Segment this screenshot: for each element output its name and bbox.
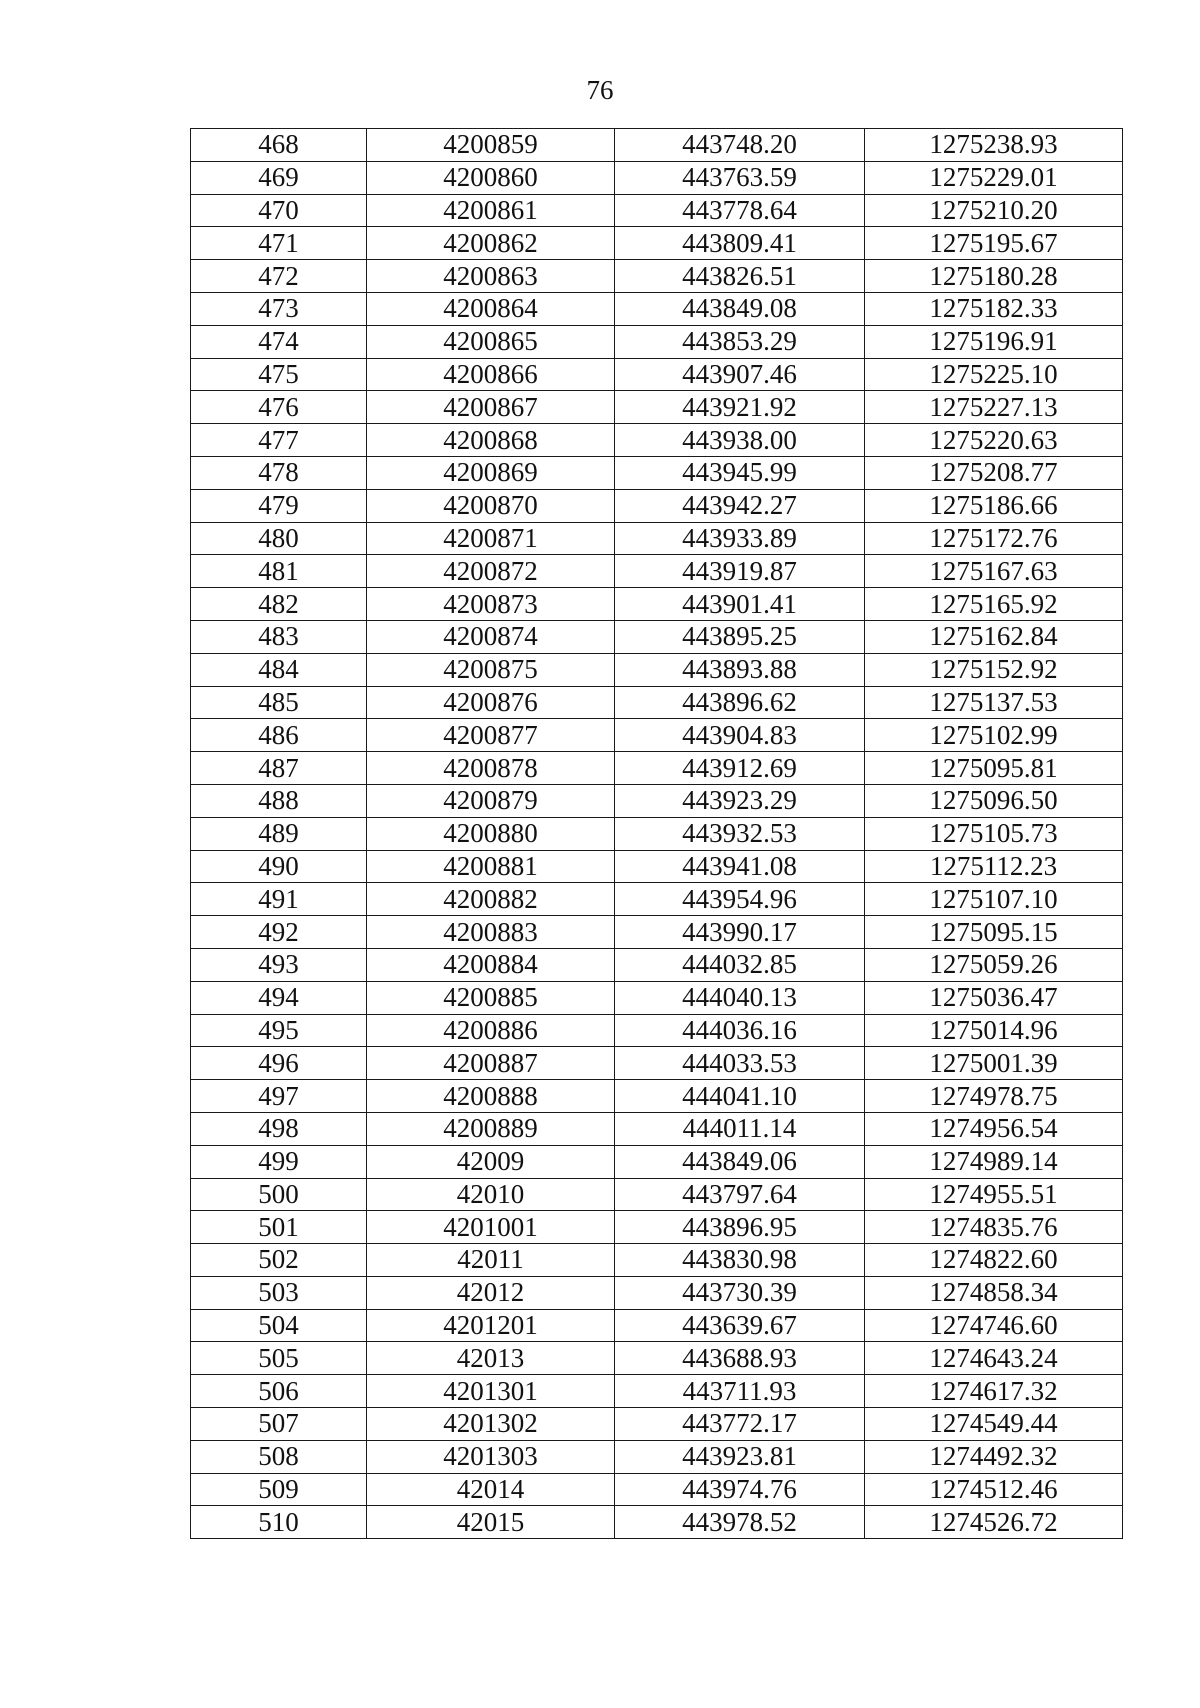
point-id-cell: 4201301: [367, 1375, 615, 1408]
table-row: [191, 588, 1123, 621]
table-row: [191, 620, 1123, 653]
y-coordinate-cell: 1275165.92: [865, 588, 1123, 621]
table-row: [191, 981, 1123, 1014]
table-row: [191, 1408, 1123, 1441]
x-coordinate-cell: 443921.92: [615, 391, 865, 424]
point-id-cell: 42015: [367, 1506, 615, 1539]
y-coordinate-cell: 1275238.93: [865, 129, 1123, 162]
point-id-cell: 42011: [367, 1244, 615, 1277]
table-row: [191, 1309, 1123, 1342]
y-coordinate-cell: 1274955.51: [865, 1178, 1123, 1211]
point-id-cell: 4200859: [367, 129, 615, 162]
table-row: [191, 1440, 1123, 1473]
point-id-cell: 4200870: [367, 489, 615, 522]
coordinates-table: [190, 128, 1123, 1539]
point-id-cell: 42010: [367, 1178, 615, 1211]
point-number-cell: 483: [191, 620, 367, 653]
y-coordinate-cell: 1275229.01: [865, 161, 1123, 194]
page-number: 76: [586, 75, 614, 105]
table-row: [191, 1244, 1123, 1277]
x-coordinate-cell: 443826.51: [615, 260, 865, 293]
y-coordinate-cell: 1275059.26: [865, 948, 1123, 981]
point-id-cell: 4200877: [367, 719, 615, 752]
table-row: [191, 292, 1123, 325]
y-coordinate-cell: 1275102.99: [865, 719, 1123, 752]
point-id-cell: 4200881: [367, 850, 615, 883]
point-id-cell: 4200872: [367, 555, 615, 588]
x-coordinate-cell: 443809.41: [615, 227, 865, 260]
point-number-cell: 490: [191, 850, 367, 883]
point-id-cell: 4200867: [367, 391, 615, 424]
point-number-cell: 498: [191, 1112, 367, 1145]
point-id-cell: 4200864: [367, 292, 615, 325]
table-row: [191, 1047, 1123, 1080]
point-id-cell: 4200884: [367, 948, 615, 981]
table-row: [191, 719, 1123, 752]
table-row: [191, 1080, 1123, 1113]
table-row: [191, 555, 1123, 588]
x-coordinate-cell: 444036.16: [615, 1014, 865, 1047]
point-id-cell: 4200882: [367, 883, 615, 916]
point-id-cell: 4200878: [367, 752, 615, 785]
x-coordinate-cell: 443895.25: [615, 620, 865, 653]
y-coordinate-cell: 1275095.15: [865, 916, 1123, 949]
y-coordinate-cell: 1275001.39: [865, 1047, 1123, 1080]
x-coordinate-cell: 443978.52: [615, 1506, 865, 1539]
y-coordinate-cell: 1275014.96: [865, 1014, 1123, 1047]
y-coordinate-cell: 1275162.84: [865, 620, 1123, 653]
point-number-cell: 492: [191, 916, 367, 949]
y-coordinate-cell: 1274956.54: [865, 1112, 1123, 1145]
table-row: [191, 916, 1123, 949]
x-coordinate-cell: 443853.29: [615, 325, 865, 358]
point-id-cell: 4200865: [367, 325, 615, 358]
point-id-cell: 4200861: [367, 194, 615, 227]
point-number-cell: 497: [191, 1080, 367, 1113]
point-number-cell: 509: [191, 1473, 367, 1506]
point-id-cell: 4200871: [367, 522, 615, 555]
point-id-cell: 4200888: [367, 1080, 615, 1113]
point-id-cell: 4200860: [367, 161, 615, 194]
x-coordinate-cell: 444033.53: [615, 1047, 865, 1080]
point-number-cell: 501: [191, 1211, 367, 1244]
table-body: [191, 129, 1123, 1539]
table-row: [191, 391, 1123, 424]
x-coordinate-cell: 443772.17: [615, 1408, 865, 1441]
table-row: [191, 1506, 1123, 1539]
point-number-cell: 484: [191, 653, 367, 686]
point-id-cell: 4200880: [367, 817, 615, 850]
x-coordinate-cell: 443849.06: [615, 1145, 865, 1178]
table-row: [191, 1014, 1123, 1047]
point-id-cell: 4200868: [367, 424, 615, 457]
x-coordinate-cell: 443748.20: [615, 129, 865, 162]
table-row: [191, 489, 1123, 522]
point-number-cell: 477: [191, 424, 367, 457]
x-coordinate-cell: 443912.69: [615, 752, 865, 785]
point-id-cell: 42012: [367, 1276, 615, 1309]
table-row: [191, 1342, 1123, 1375]
point-id-cell: 4201201: [367, 1309, 615, 1342]
table-row: [191, 227, 1123, 260]
x-coordinate-cell: 443919.87: [615, 555, 865, 588]
point-id-cell: 4200873: [367, 588, 615, 621]
y-coordinate-cell: 1275180.28: [865, 260, 1123, 293]
point-id-cell: 42009: [367, 1145, 615, 1178]
point-id-cell: 4200885: [367, 981, 615, 1014]
table-row: [191, 1211, 1123, 1244]
y-coordinate-cell: 1274858.34: [865, 1276, 1123, 1309]
x-coordinate-cell: 444011.14: [615, 1112, 865, 1145]
table-row: [191, 522, 1123, 555]
point-id-cell: 4200866: [367, 358, 615, 391]
y-coordinate-cell: 1274492.32: [865, 1440, 1123, 1473]
x-coordinate-cell: 443893.88: [615, 653, 865, 686]
point-id-cell: 4200887: [367, 1047, 615, 1080]
table-row: [191, 752, 1123, 785]
point-number-cell: 487: [191, 752, 367, 785]
y-coordinate-cell: 1274822.60: [865, 1244, 1123, 1277]
table-row: [191, 1375, 1123, 1408]
point-id-cell: 4200862: [367, 227, 615, 260]
x-coordinate-cell: 443941.08: [615, 850, 865, 883]
y-coordinate-cell: 1275182.33: [865, 292, 1123, 325]
table-row: [191, 686, 1123, 719]
point-id-cell: 4200889: [367, 1112, 615, 1145]
table-row: [191, 424, 1123, 457]
y-coordinate-cell: 1275096.50: [865, 784, 1123, 817]
table-row: [191, 850, 1123, 883]
table-row: [191, 260, 1123, 293]
y-coordinate-cell: 1275225.10: [865, 358, 1123, 391]
point-id-cell: 4200863: [367, 260, 615, 293]
point-id-cell: 42013: [367, 1342, 615, 1375]
point-number-cell: 499: [191, 1145, 367, 1178]
point-id-cell: 42014: [367, 1473, 615, 1506]
x-coordinate-cell: 443954.96: [615, 883, 865, 916]
y-coordinate-cell: 1275220.63: [865, 424, 1123, 457]
y-coordinate-cell: 1275167.63: [865, 555, 1123, 588]
point-number-cell: 480: [191, 522, 367, 555]
point-number-cell: 489: [191, 817, 367, 850]
table-row: [191, 161, 1123, 194]
y-coordinate-cell: 1274526.72: [865, 1506, 1123, 1539]
x-coordinate-cell: 443797.64: [615, 1178, 865, 1211]
point-number-cell: 478: [191, 456, 367, 489]
y-coordinate-cell: 1274643.24: [865, 1342, 1123, 1375]
point-number-cell: 486: [191, 719, 367, 752]
y-coordinate-cell: 1275196.91: [865, 325, 1123, 358]
point-number-cell: 468: [191, 129, 367, 162]
point-id-cell: 4201302: [367, 1408, 615, 1441]
point-id-cell: 4200869: [367, 456, 615, 489]
x-coordinate-cell: 443945.99: [615, 456, 865, 489]
y-coordinate-cell: 1275208.77: [865, 456, 1123, 489]
x-coordinate-cell: 443938.00: [615, 424, 865, 457]
y-coordinate-cell: 1274835.76: [865, 1211, 1123, 1244]
point-id-cell: 4200875: [367, 653, 615, 686]
point-number-cell: 502: [191, 1244, 367, 1277]
table-row: [191, 1276, 1123, 1309]
point-number-cell: 469: [191, 161, 367, 194]
y-coordinate-cell: 1275105.73: [865, 817, 1123, 850]
point-number-cell: 493: [191, 948, 367, 981]
x-coordinate-cell: 443711.93: [615, 1375, 865, 1408]
point-id-cell: 4200876: [367, 686, 615, 719]
x-coordinate-cell: 443763.59: [615, 161, 865, 194]
table-row: [191, 1145, 1123, 1178]
point-number-cell: 500: [191, 1178, 367, 1211]
table-row: [191, 883, 1123, 916]
y-coordinate-cell: 1275227.13: [865, 391, 1123, 424]
y-coordinate-cell: 1275036.47: [865, 981, 1123, 1014]
point-number-cell: 470: [191, 194, 367, 227]
table-row: [191, 325, 1123, 358]
table-row: [191, 1178, 1123, 1211]
x-coordinate-cell: 443830.98: [615, 1244, 865, 1277]
y-coordinate-cell: 1275172.76: [865, 522, 1123, 555]
point-number-cell: 485: [191, 686, 367, 719]
point-number-cell: 496: [191, 1047, 367, 1080]
x-coordinate-cell: 443901.41: [615, 588, 865, 621]
point-number-cell: 506: [191, 1375, 367, 1408]
table-row: [191, 1112, 1123, 1145]
point-number-cell: 494: [191, 981, 367, 1014]
point-number-cell: 471: [191, 227, 367, 260]
x-coordinate-cell: 444041.10: [615, 1080, 865, 1113]
point-number-cell: 474: [191, 325, 367, 358]
y-coordinate-cell: 1275137.53: [865, 686, 1123, 719]
x-coordinate-cell: 443990.17: [615, 916, 865, 949]
x-coordinate-cell: 443942.27: [615, 489, 865, 522]
table-row: [191, 1473, 1123, 1506]
point-id-cell: 4200886: [367, 1014, 615, 1047]
point-id-cell: 4201001: [367, 1211, 615, 1244]
x-coordinate-cell: 443896.95: [615, 1211, 865, 1244]
table-row: [191, 784, 1123, 817]
table-row: [191, 817, 1123, 850]
x-coordinate-cell: 443730.39: [615, 1276, 865, 1309]
y-coordinate-cell: 1275095.81: [865, 752, 1123, 785]
table-row: [191, 948, 1123, 981]
table-row: [191, 129, 1123, 162]
point-number-cell: 507: [191, 1408, 367, 1441]
x-coordinate-cell: 443923.29: [615, 784, 865, 817]
point-number-cell: 505: [191, 1342, 367, 1375]
point-id-cell: 4200883: [367, 916, 615, 949]
point-id-cell: 4201303: [367, 1440, 615, 1473]
point-number-cell: 473: [191, 292, 367, 325]
y-coordinate-cell: 1274746.60: [865, 1309, 1123, 1342]
table-row: [191, 456, 1123, 489]
x-coordinate-cell: 443974.76: [615, 1473, 865, 1506]
point-number-cell: 472: [191, 260, 367, 293]
y-coordinate-cell: 1274549.44: [865, 1408, 1123, 1441]
table-row: [191, 194, 1123, 227]
y-coordinate-cell: 1275195.67: [865, 227, 1123, 260]
point-number-cell: 488: [191, 784, 367, 817]
table-row: [191, 653, 1123, 686]
point-number-cell: 481: [191, 555, 367, 588]
x-coordinate-cell: 443933.89: [615, 522, 865, 555]
point-number-cell: 491: [191, 883, 367, 916]
x-coordinate-cell: 443907.46: [615, 358, 865, 391]
point-number-cell: 495: [191, 1014, 367, 1047]
x-coordinate-cell: 443639.67: [615, 1309, 865, 1342]
point-number-cell: 504: [191, 1309, 367, 1342]
y-coordinate-cell: 1274512.46: [865, 1473, 1123, 1506]
y-coordinate-cell: 1275152.92: [865, 653, 1123, 686]
y-coordinate-cell: 1275210.20: [865, 194, 1123, 227]
y-coordinate-cell: 1274989.14: [865, 1145, 1123, 1178]
x-coordinate-cell: 443778.64: [615, 194, 865, 227]
point-number-cell: 476: [191, 391, 367, 424]
point-number-cell: 510: [191, 1506, 367, 1539]
x-coordinate-cell: 443932.53: [615, 817, 865, 850]
x-coordinate-cell: 444032.85: [615, 948, 865, 981]
point-number-cell: 482: [191, 588, 367, 621]
x-coordinate-cell: 444040.13: [615, 981, 865, 1014]
x-coordinate-cell: 443904.83: [615, 719, 865, 752]
y-coordinate-cell: 1274617.32: [865, 1375, 1123, 1408]
y-coordinate-cell: 1274978.75: [865, 1080, 1123, 1113]
point-number-cell: 508: [191, 1440, 367, 1473]
y-coordinate-cell: 1275186.66: [865, 489, 1123, 522]
x-coordinate-cell: 443923.81: [615, 1440, 865, 1473]
point-id-cell: 4200879: [367, 784, 615, 817]
x-coordinate-cell: 443688.93: [615, 1342, 865, 1375]
table-row: [191, 358, 1123, 391]
point-id-cell: 4200874: [367, 620, 615, 653]
y-coordinate-cell: 1275112.23: [865, 850, 1123, 883]
x-coordinate-cell: 443849.08: [615, 292, 865, 325]
x-coordinate-cell: 443896.62: [615, 686, 865, 719]
y-coordinate-cell: 1275107.10: [865, 883, 1123, 916]
point-number-cell: 475: [191, 358, 367, 391]
point-number-cell: 503: [191, 1276, 367, 1309]
point-number-cell: 479: [191, 489, 367, 522]
